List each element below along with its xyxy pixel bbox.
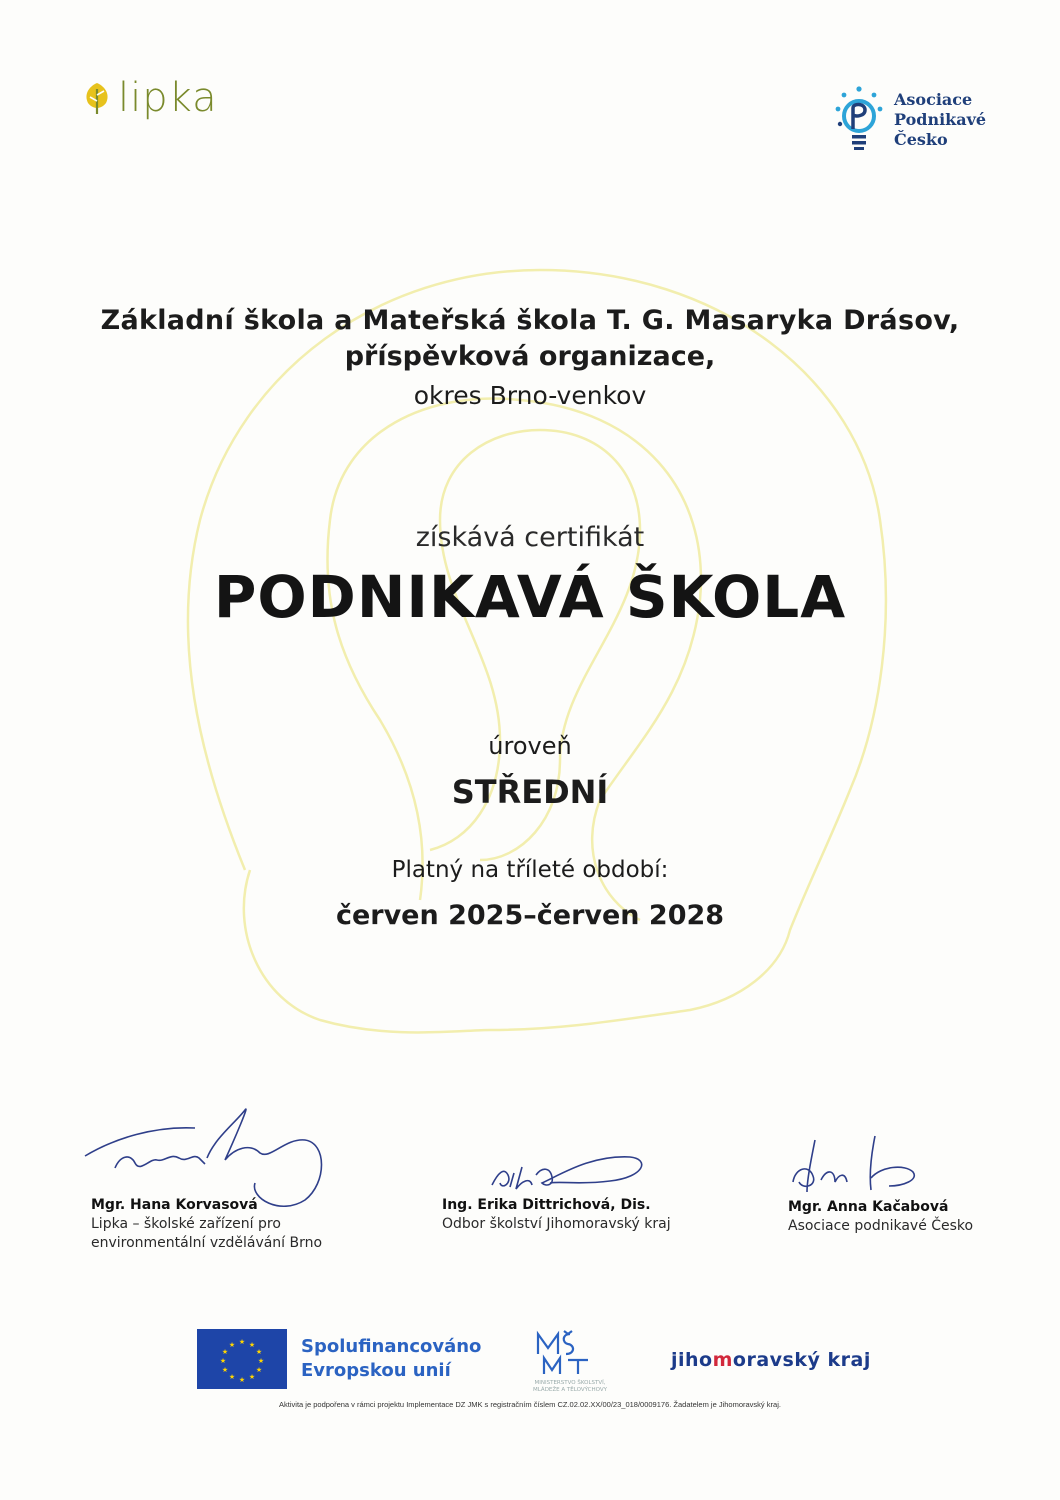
signatory-name: Ing. Erika Dittrichová, Dis. xyxy=(442,1197,651,1213)
svg-text:★: ★ xyxy=(228,1373,236,1381)
signatory-kacabova xyxy=(788,1198,973,1236)
svg-text:★: ★ xyxy=(257,1357,265,1365)
svg-text:★: ★ xyxy=(248,1373,256,1381)
level-label: úroveň xyxy=(488,732,572,760)
signatory-korvasova xyxy=(91,1196,322,1253)
signature-dittrichova xyxy=(480,1145,650,1200)
eu-flag-icon xyxy=(197,1329,287,1389)
svg-text:★: ★ xyxy=(228,1341,236,1349)
apc-line-2: Podnikavé xyxy=(894,110,987,129)
eu-line-2: Evropskou unií xyxy=(301,1360,451,1381)
signatory-role: Odbor školství Jihomoravský kraj xyxy=(442,1216,671,1232)
svg-text:★: ★ xyxy=(238,1376,246,1384)
leaf-icon xyxy=(82,81,112,115)
svg-text:★: ★ xyxy=(221,1366,229,1374)
jmk-part-2: m xyxy=(712,1349,733,1371)
jmk-part-3: oravský kraj xyxy=(732,1349,871,1371)
msmt-caption-2: MLÁDEŽE A TĚLOVÝCHOVY xyxy=(533,1387,607,1392)
jmk-part-1: jiho xyxy=(671,1349,713,1371)
validity-period: červen 2025–červen 2028 xyxy=(335,900,725,931)
svg-text:★: ★ xyxy=(255,1366,263,1374)
jmk-logo xyxy=(671,1349,871,1371)
eu-cofinanced-label xyxy=(301,1335,481,1383)
apc-line-1: Asociace xyxy=(894,90,973,109)
signature-kacabova xyxy=(785,1130,945,1200)
apc-wordmark xyxy=(894,90,986,150)
msmt-caption-1: MINISTERSTVO ŠKOLSTVÍ, xyxy=(534,1380,606,1386)
svg-text:★: ★ xyxy=(255,1348,263,1356)
svg-text:★: ★ xyxy=(219,1357,227,1365)
svg-text:★: ★ xyxy=(238,1338,246,1346)
msmt-logo xyxy=(508,1330,632,1392)
signatory-role: Lipka – školské zařízení pro xyxy=(91,1216,281,1232)
school-district: okres Brno-venkov xyxy=(413,381,647,410)
signatory-role: Asociace podnikavé Česko xyxy=(788,1218,974,1234)
eu-line-1: Spolufinancováno xyxy=(301,1336,482,1357)
apc-logo xyxy=(832,84,986,156)
svg-text:★: ★ xyxy=(221,1348,229,1356)
signatory-name: Mgr. Hana Korvasová xyxy=(91,1197,258,1213)
apc-line-3: Česko xyxy=(894,130,948,149)
lipka-logo xyxy=(82,75,218,121)
signatory-role-2: environmentální vzdělávání Brno xyxy=(91,1235,323,1251)
footer-note: Aktivita je podpořena v rámci projektu Implementace DZ JMK s registračním číslem CZ.02.02.XX/00/23_018/0009176. Žadatelem je Jihomoravský kraj. xyxy=(279,1400,781,1409)
level-value: STŘEDNÍ xyxy=(451,773,609,811)
certificate-name: PODNIKAVÁ ŠKOLA xyxy=(213,563,847,631)
lightbulb-icon xyxy=(832,84,886,156)
signatory-dittrichova xyxy=(442,1196,671,1234)
signatory-name: Mgr. Anna Kačabová xyxy=(788,1199,949,1215)
lipka-wordmark: lipka xyxy=(118,75,218,121)
school-type: příspěvková organizace, xyxy=(344,341,716,372)
obtains-text: získává certifikát xyxy=(415,522,645,553)
svg-text:★: ★ xyxy=(248,1341,256,1349)
validity-label: Platný na tříleté období: xyxy=(391,857,669,883)
school-name: Základní škola a Mateřská škola T. G. Masaryka Drásov, xyxy=(100,305,960,336)
